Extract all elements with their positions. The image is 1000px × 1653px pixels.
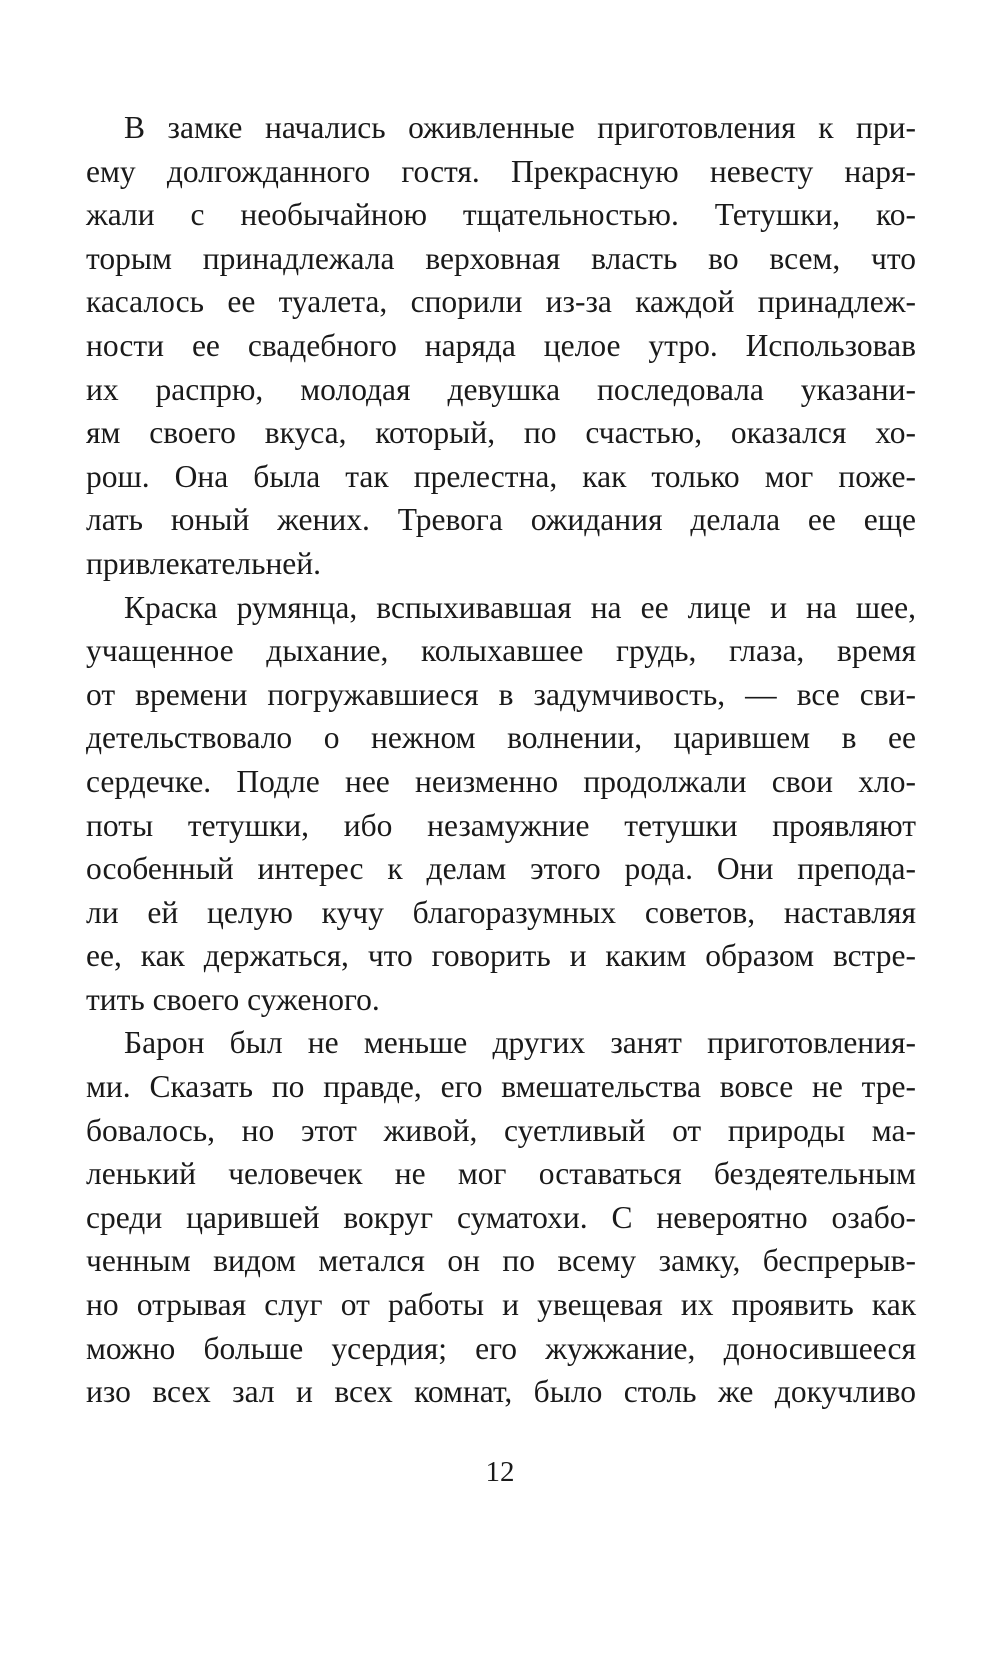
- text-line: Барон был не меньше других занят приготовления-: [124, 1025, 916, 1061]
- text-line: бовалось, но этот живой, суетливый от природы ма-: [86, 1112, 916, 1148]
- text-line: детельствовало о нежном волнении, царившем в ее: [86, 720, 916, 756]
- text-line: ности ее свадебного наряда целое утро. Использовав: [86, 327, 916, 363]
- text-line: можно больше усердия; его жужжание, доносившееся: [86, 1330, 916, 1366]
- text-line: изо всех зал и всех комнат, было столь же докучливо: [86, 1374, 916, 1410]
- page-number: 12: [485, 1456, 515, 1488]
- paragraph-3: [86, 1021, 916, 1413]
- text-line: лать юный жених. Тревога ожидания делала ее еще: [86, 502, 916, 538]
- paragraph-1: [86, 106, 916, 586]
- text-line: ли ей целую кучу благоразумных советов, наставляя: [86, 894, 916, 930]
- text-line: ям своего вкуса, который, по счастью, оказался хо-: [86, 415, 916, 451]
- text-line: торым принадлежала верховная власть во всем, что: [86, 240, 916, 276]
- body-text: [86, 106, 916, 1414]
- text-line: ми. Сказать по правде, его вмешательства вовсе не тре-: [86, 1069, 916, 1105]
- text-line: касалось ее туалета, спорили из-за каждой принадлеж-: [86, 284, 916, 320]
- text-line: поты тетушки, ибо незамужние тетушки проявляют: [86, 807, 916, 843]
- text-line: рош. Она была так прелестна, как только мог поже-: [86, 458, 916, 494]
- text-line: сердечке. Подле нее неизменно продолжали свои хло-: [86, 763, 916, 799]
- paragraph-2: [86, 586, 916, 1022]
- text-line: но отрывая слуг от работы и увещевая их проявить как: [86, 1287, 916, 1323]
- text-line: жали с необычайною тщательностью. Тетушки, ко-: [86, 197, 916, 233]
- text-line: Краска румянца, вспыхивавшая на ее лице и на шее,: [124, 589, 916, 625]
- text-line: учащенное дыхание, колыхавшее грудь, глаза, время: [86, 633, 916, 669]
- text-line: привлекательней.: [86, 545, 322, 581]
- text-line: ленький человечек не мог оставаться бездеятельным: [86, 1156, 916, 1192]
- text-line: ченным видом метался он по всему замку, беспрерыв-: [86, 1243, 916, 1279]
- text-line: особенный интерес к делам этого рода. Они препода-: [86, 851, 916, 887]
- text-line: ее, как держаться, что говорить и каким образом встре-: [86, 938, 916, 974]
- text-line: тить своего суженого.: [86, 981, 380, 1017]
- text-line: от времени погружавшиеся в задумчивость, — все сви-: [86, 676, 916, 712]
- text-line: среди царившей вокруг суматохи. С невероятно озабо-: [86, 1199, 916, 1235]
- text-line: ему долгожданного гостя. Прекрасную невесту наря-: [86, 153, 916, 189]
- text-line: В замке начались оживленные приготовления к при-: [124, 110, 916, 145]
- text-line: их распрю, молодая девушка последовала указани-: [86, 371, 916, 407]
